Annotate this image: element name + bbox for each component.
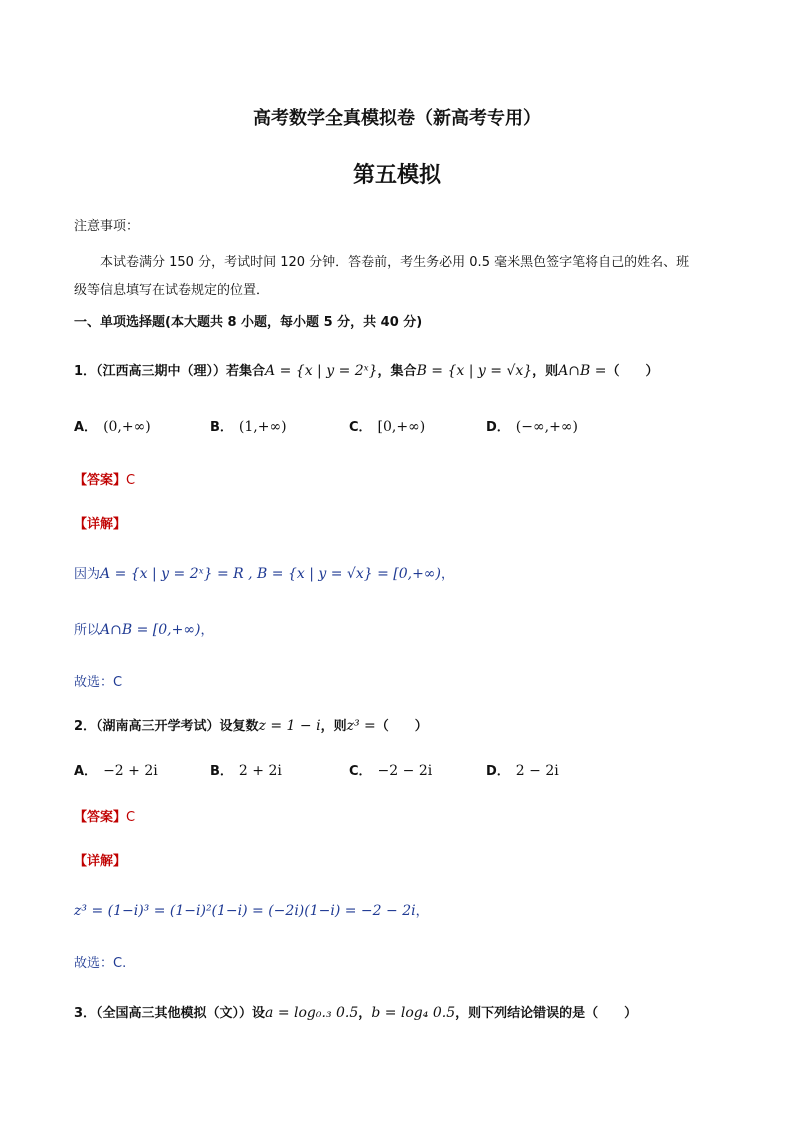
q2-option-c — [349, 760, 432, 779]
q2-option-a — [74, 760, 158, 779]
answer-value: C — [126, 473, 136, 488]
answer-value: C — [126, 810, 136, 825]
option-value: −2 + 2i — [103, 763, 158, 779]
q1-detail-line-2 — [74, 619, 213, 638]
q1-conclusion: 故选：C — [74, 675, 123, 690]
q1-detail-line-1 — [74, 563, 454, 582]
detail-math: A = {x | y = 2ˣ} = R , B = {x | y = √x} = [0,+∞) — [100, 566, 441, 582]
q1-mid: ，集合 — [377, 364, 417, 379]
q1-option-a — [74, 416, 151, 435]
detail-suffix: ， — [200, 623, 214, 638]
q2-mid: ，则 — [320, 719, 347, 734]
q2-expr: z = 1 − i — [258, 718, 321, 734]
q1-set-a: A = {x | y = 2ˣ} — [265, 363, 378, 379]
option-label: D． — [486, 420, 510, 435]
q2-prefix: 2．（湖南高三开学考试）设复数 — [74, 719, 259, 734]
q1-option-b — [210, 416, 287, 435]
answer-tag: 【答案】 — [74, 810, 127, 825]
q3-expr-b: b = log₄ 0.5 — [371, 1005, 456, 1021]
q3-sep: ， — [358, 1006, 372, 1021]
option-label: B． — [210, 420, 233, 435]
option-label: B． — [210, 764, 233, 779]
question-2 — [74, 715, 428, 734]
q1-option-c — [349, 416, 425, 435]
q1-paren: （ ） — [606, 364, 659, 379]
q3-expr-a: a = log₀.₃ 0.5 — [265, 1005, 359, 1021]
notice-line-1: 本试卷满分 150 分，考试时间 120 分钟．答卷前，考生务必用 0.5 毫米黑色签字笔将自己的姓名、班 — [100, 255, 690, 270]
q2-answer — [74, 806, 135, 825]
q2-option-d — [486, 760, 559, 779]
detail-suffix: ， — [440, 567, 454, 582]
option-value: 2 + 2i — [238, 763, 282, 779]
q2-paren: （ ） — [375, 719, 428, 734]
detail-math: z³ = (1−i)³ = (1−i)²(1−i) = (−2i)(1−i) = −2 − 2i — [74, 903, 416, 919]
option-value: (−∞,+∞) — [515, 419, 578, 435]
option-value: [0,+∞) — [377, 419, 426, 435]
q1-answer — [74, 469, 135, 488]
section-heading: 一、单项选择题(本大题共 8 小题，每小题 5 分，共 40 分) — [74, 315, 423, 330]
detail-prefix: 所以 — [74, 623, 101, 638]
q2-option-b — [210, 760, 282, 779]
detail-math: A∩B = [0,+∞) — [100, 622, 201, 638]
q1-suffix: ，则 — [532, 364, 559, 379]
q3-suffix: ，则下列结论错误的是（ ） — [455, 1006, 638, 1021]
option-value: (1,+∞) — [238, 419, 287, 435]
option-label: C． — [349, 420, 372, 435]
option-value: 2 − 2i — [515, 763, 559, 779]
notice-line-2: 级等信息填写在试卷规定的位置． — [74, 283, 270, 298]
q2-detail-tag: 【详解】 — [74, 854, 127, 869]
option-label: C． — [349, 764, 372, 779]
q1-prefix: 1．（江西高三期中（理））若集合 — [74, 364, 266, 379]
q3-prefix: 3．（全国高三其他模拟（文））设 — [74, 1006, 266, 1021]
question-3 — [74, 1002, 637, 1021]
notice-heading: 注意事项： — [74, 219, 140, 234]
q2-conclusion: 故选：C. — [74, 956, 127, 971]
q2-detail-line — [74, 900, 429, 919]
question-1 — [74, 360, 659, 379]
page-title: 高考数学全真模拟卷（新高考专用） — [253, 108, 541, 129]
q1-detail-tag: 【详解】 — [74, 517, 127, 532]
q1-option-d — [486, 416, 578, 435]
page-subtitle: 第五模拟 — [352, 163, 441, 188]
detail-suffix: ， — [415, 904, 429, 919]
detail-prefix: 因为 — [74, 567, 101, 582]
option-label: A． — [74, 420, 98, 435]
option-label: D． — [486, 764, 510, 779]
q2-expr2: z³ = — [346, 718, 376, 734]
answer-tag: 【答案】 — [74, 473, 127, 488]
option-value: (0,+∞) — [103, 419, 151, 435]
q1-set-b: B = {x | y = √x} — [416, 363, 533, 379]
q1-expr: A∩B = — [558, 363, 607, 379]
option-label: A． — [74, 764, 98, 779]
option-value: −2 − 2i — [377, 763, 433, 779]
